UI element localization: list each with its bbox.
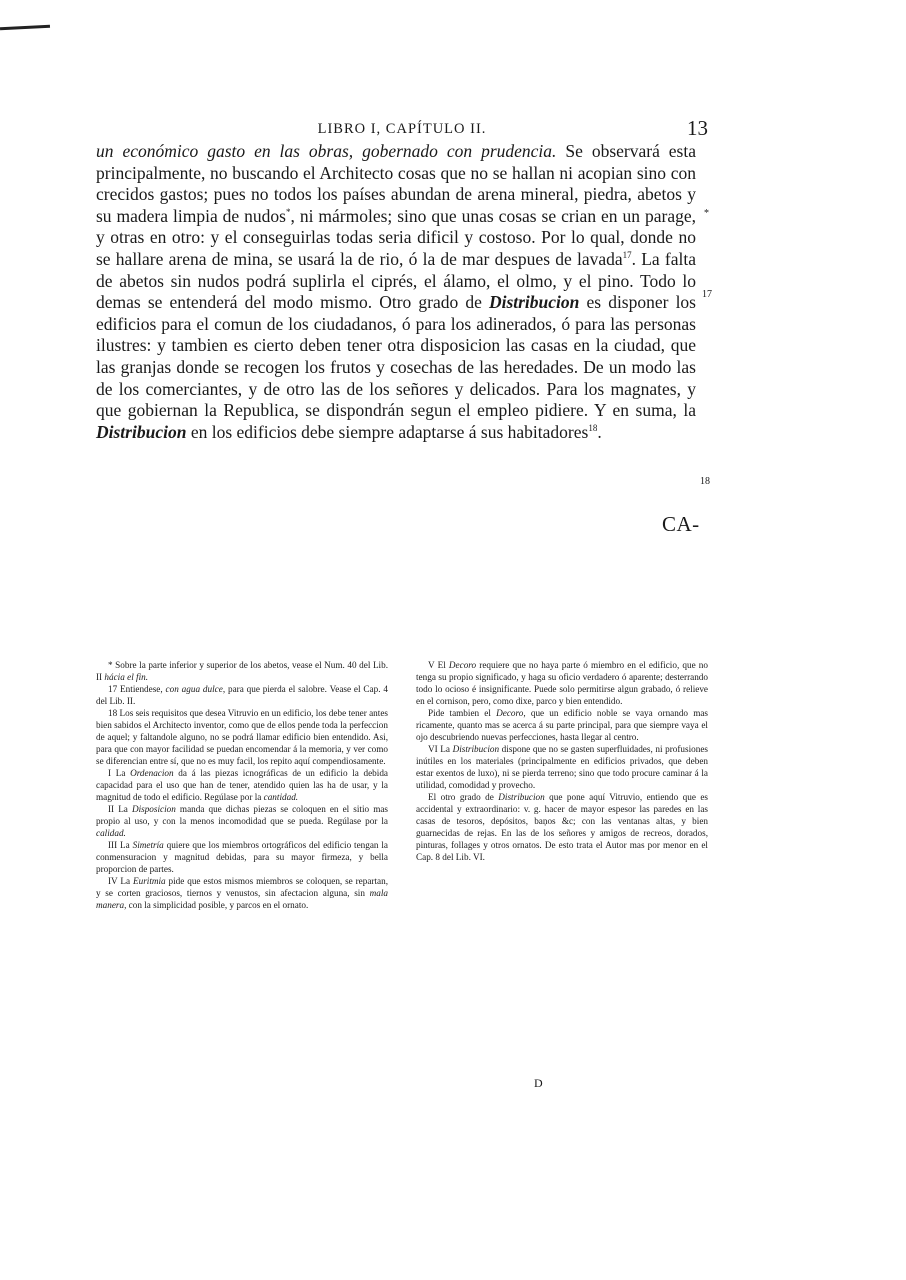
- footnote-paragraph: [96, 683, 388, 707]
- footnote-text: El otro grado de: [428, 792, 499, 802]
- footnote-text: * Sobre la parte inferior y superior de los abetos, vease el Num. 40 del Lib. II: [96, 660, 388, 682]
- footnote-paragraph: [416, 707, 708, 743]
- page-number: 13: [687, 116, 708, 140]
- footnote-text: , que un edificio noble se vaya ornando mas ricamente, quanto mas se acerca á su parte principal, para que siempre vaya el ojo descubriendo nuevas perfecciones, hasta llegar al centro.: [416, 708, 709, 742]
- footnote-italic: Decoro: [448, 660, 477, 670]
- footnote-paragraph: [416, 659, 708, 707]
- footnote-text: Pide tambien el: [428, 708, 497, 718]
- footnote-paragraph: [96, 875, 388, 911]
- margin-note-17: 17: [702, 289, 712, 300]
- text-segment: , ni mármoles; sino que unas cosas se crian en un parage, y otras en otro: y el conseguirlas todas seria dificil y costoso. Por lo qual, donde no se hallare arena de mina, se usará la de rio, ó la de mar despues de lavada: [96, 205, 696, 269]
- page-header: [96, 118, 708, 138]
- footnote-text: requiere que no haya parte ó miembro en el edificio, que no tenga su propio significado, y haga su oficio verdadero ó aparente; desterrando todo lo ocioso é insignificante. Puede solo permitirse algun grabado, ó relieve en el cornison, pero, como dixe, parco y bien entendido.: [416, 660, 708, 706]
- footnote-text: pide que estos mismos miembros se coloquen, se repartan, y se corten graciosos, tiernos y venustos, sin afectacion alguna, sin: [96, 876, 389, 898]
- text-segment: es disponer los edificios para el comun de los ciudadanos, ó para los adinerados, ó para las personas ilustres: y tambien es cierto deben tener otra disposicion las casas en la ciudad, que las granjas donde se recogen los frutos y cosechas de las heredades. De un modo las de los comerciantes, y de otro las de los señores y delicados. Para los magnates, y que gobiernan la Republica, se dispondrán segun el empleo pidiere. Y en suma, la: [96, 292, 696, 421]
- footnote-text: que pone aquí Vitruvio, entiendo que es accidental y extraordinario: v. g. hacer de mayor espesor las paredes en las casas de tesoros, depósitos, baņos &c; con las ventanas altas, y bien guarnecidas de rejas. En las de los señores y amigos de recreos, dorados, pinturas, follages y otros ornatos. De esto trata el Autor mas por menor en el Cap. 8 del Lib. VI.: [416, 792, 708, 862]
- footnote-paragraph: [96, 839, 388, 875]
- footnote-text: da á las piezas icnográficas de un edificio la debida capacidad para el uso que han de tener, atendido quien las ha de usar, y la magnitud de todo el edificio. Regúlase por la: [96, 768, 389, 802]
- text-segment: en los edificios debe siempre adaptarse á sus habitadores: [186, 421, 589, 442]
- term-distribucion: Distribucion: [488, 292, 580, 313]
- footnote-paragraph: [96, 707, 388, 767]
- footnote-italic: Distribucion: [452, 744, 500, 754]
- footnote-text: V El: [428, 660, 449, 670]
- footnote-italic: mala manera,: [96, 888, 388, 910]
- text-segment: Se observará esta principalmente, no buscando el Architecto cosas que no se hallan ni acopian sino con crecidos gastos; pues no todos los países abundan de arena mineral, piedra, abetos y su madera limpia de nudos: [96, 141, 696, 226]
- footnotes-left-column: [96, 659, 388, 911]
- footnote-ref: 17: [622, 250, 632, 261]
- footnote-italic: calidad.: [96, 828, 126, 838]
- footnote-text: I La: [108, 768, 131, 778]
- footnote-paragraph: [96, 659, 388, 683]
- footnote-paragraph: [416, 791, 708, 863]
- footnote-italic: Distribucion: [498, 792, 545, 802]
- footnote-italic: Disposicion: [131, 804, 176, 814]
- footnote-italic: cantidad.: [263, 792, 299, 802]
- footnote-text: VI La: [428, 744, 453, 754]
- footnote-text: 17 Entiendese,: [108, 684, 166, 694]
- footnote-paragraph: [96, 767, 388, 803]
- term-distribucion: Distribucion: [96, 421, 187, 442]
- footnotes: [96, 659, 708, 911]
- footnote-paragraph: [416, 743, 708, 791]
- footnote-text: manda que dichas piezas se coloquen en el sitio mas propio al uso, y con la menos incomodidad que se pueda. Regúlase por la: [96, 804, 388, 826]
- footnote-text: dispone que no se gasten superfluidades, ni profusiones inútiles en los materiales (principalmente en edificios privados, que deben estar exentos de luxo), ni se pierda terreno; sino que todo procure caminar á la utilidad, comodidad y provecho.: [416, 744, 708, 790]
- footnote-text: con la simplicidad posible, y parcos en el ornato.: [126, 900, 309, 910]
- footnote-text: , para que pierda el salobre. Vease el Cap. 4 del Lib. II.: [96, 684, 388, 706]
- lead-italic: un económico gasto en las obras, gobernado con prudencia.: [96, 141, 557, 161]
- main-text: [96, 141, 696, 443]
- text-segment: . La falta de abetos sin nudos podrá suplirla el ciprés, el álamo, el olmo, y el pino. Todo lo demas se entenderá del modo mismo. Otro grado de: [96, 248, 696, 313]
- footnote-italic: con agua dulce: [165, 684, 223, 694]
- text-segment: .: [597, 421, 602, 442]
- footnotes-right-column: [416, 659, 708, 911]
- footnote-text: II La: [108, 804, 132, 814]
- footnote-text: quiere que los miembros ortográficos del edificio tengan la conmensuracion y magnitud debidas, para su mayor firmeza, y bella proporcion de partes.: [96, 840, 389, 874]
- corner-mark: [0, 25, 50, 31]
- footnote-italic: Decoro: [496, 708, 524, 718]
- footnote-ref: *: [285, 206, 291, 217]
- catchword: CA-: [662, 512, 700, 536]
- footnote-italic: Ordenacion: [130, 768, 174, 778]
- footnote-italic: Simetría: [132, 840, 164, 850]
- footnote-ref: 18: [588, 422, 598, 433]
- footnote-text: IV La: [108, 876, 133, 886]
- footnote-text: III La: [108, 840, 133, 850]
- signature-mark: D: [534, 1076, 543, 1090]
- footnote-italic: Euritmia: [132, 876, 166, 886]
- margin-note-star: *: [704, 208, 709, 219]
- margin-note-18: 18: [700, 476, 710, 487]
- running-head: LIBRO I, CAPÍTULO II.: [317, 121, 487, 137]
- footnote-italic: hácia el fin.: [104, 672, 149, 682]
- footnote-text: 18 Los seis requisitos que desea Vitruvio en un edificio, los debe tener antes bien sabidos el Architecto inventor, como que de ellos pende toda la perfeccion de aquel; y faltandole alguno, no se podrá llamar edificio bien entendido. Asi, para que con mayor facilidad se puedan encomendar á la memoria, y ver como se diferencian entre sí, que no es muy facil, los repito aquí compendiosamente.: [96, 708, 388, 766]
- footnote-paragraph: [96, 803, 388, 839]
